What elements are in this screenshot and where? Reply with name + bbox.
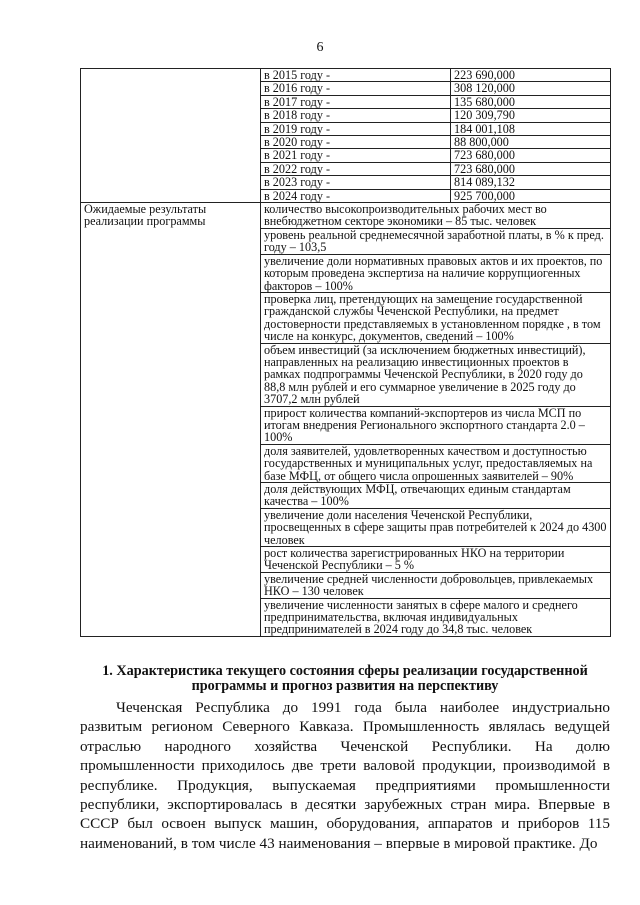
result-item: проверка лиц, претендующих на замещение государственной гражданской службы Чеченской Республики, на предмет достоверности представляемых в установленном порядке , в том числе на конкурс, документов, сведений – 100% — [261, 292, 611, 343]
funding-amount: 723 680,000 — [451, 149, 611, 162]
results-label: Ожидаемые результаты реализации программы — [81, 203, 261, 637]
funding-year-label: в 2016 году - — [261, 82, 451, 95]
funding-year-label: в 2017 году - — [261, 95, 451, 108]
result-item: рост количества зарегистрированных НКО на территории Чеченской Республики – 5 % — [261, 547, 611, 573]
funding-amount: 184 001,108 — [451, 122, 611, 135]
result-item: количество высокопроизводительных рабочих мест во внебюджетном секторе экономики – 85 тыс. человек — [261, 203, 611, 229]
funding-year-label: в 2024 году - — [261, 189, 451, 202]
result-item: объем инвестиций (за исключением бюджетных инвестиций), направленных на реализацию инвестиционных проектов в рамках подпрограммы Чеченской Республики, в 2020 году до 88,8 млн рублей и его суммарное увеличение в 2025 году до 3707,2 млн рублей — [261, 343, 611, 406]
funding-year-label: в 2023 году - — [261, 176, 451, 189]
funding-year-label: в 2018 году - — [261, 109, 451, 122]
funding-amount: 120 309,790 — [451, 109, 611, 122]
result-item: увеличение доли нормативных правовых актов и их проектов, по которым проведена экспертиза на наличие коррупциогенных факторов – 100% — [261, 254, 611, 292]
funding-label-cell — [81, 69, 261, 203]
funding-year-label: в 2021 году - — [261, 149, 451, 162]
result-item: увеличение средней численности добровольцев, привлекаемых НКО – 130 человек — [261, 572, 611, 598]
funding-year-label: в 2020 году - — [261, 136, 451, 149]
result-item: прирост количества компаний-экспортеров из числа МСП по итогам внедрения Регионального экспортного стандарта 2.0 – 100% — [261, 406, 611, 444]
funding-year-label: в 2019 году - — [261, 122, 451, 135]
result-item: доля заявителей, удовлетворенных качеством и доступностью государственных и муниципальных услуг, предоставляемых на базе МФЦ, от общего числа опрошенных заявителей – 90% — [261, 444, 611, 482]
funding-amount: 223 690,000 — [451, 69, 611, 82]
funding-amount: 308 120,000 — [451, 82, 611, 95]
result-row — [81, 203, 611, 229]
funding-amount: 925 700,000 — [451, 189, 611, 202]
funding-amount: 814 089,132 — [451, 176, 611, 189]
page-number: 6 — [316, 40, 324, 55]
section-body-paragraph: Чеченская Республика до 1991 года была наиболее индустриально развитым регионом Северного Кавказа. Промышленность являлась ведущей отраслью народного хозяйства Чеченской Республики. На долю промышленности приходилось две трети валовой продукции, производимой в республике. Продукция, выпускаемая предприятиями промышленности республики, экспортировалась в десятки зарубежных стран мира. Впервые в СССР был освоен выпуск машин, оборудования, аппаратов и приборов 115 наименований, в том числе 43 наименования – впервые в мировой практике. До — [80, 699, 610, 852]
result-item: увеличение доли населения Чеченской Республики, просвещенных в сфере защиты прав потребителей к 2024 до 4300 человек — [261, 508, 611, 546]
funding-year-label: в 2022 году - — [261, 162, 451, 175]
result-item: уровень реальной среднемесячной заработной платы, в % к пред. году – 103,5 — [261, 228, 611, 254]
program-passport-table — [80, 68, 611, 637]
funding-amount: 723 680,000 — [451, 162, 611, 175]
funding-amount: 88 800,000 — [451, 136, 611, 149]
funding-row — [81, 69, 611, 82]
section-heading: 1. Характеристика текущего состояния сферы реализации государственной программы и прогноз развития на перспективу — [102, 663, 588, 694]
funding-amount: 135 680,000 — [451, 95, 611, 108]
funding-year-label: в 2015 году - — [261, 69, 451, 82]
result-item: увеличение численности занятых в сфере малого и среднего предпринимательства, включая индивидуальных предпринимателей в 2024 году до 34,8 тыс. человек — [261, 598, 611, 636]
result-item: доля действующих МФЦ, отвечающих единым стандартам качества – 100% — [261, 483, 611, 509]
